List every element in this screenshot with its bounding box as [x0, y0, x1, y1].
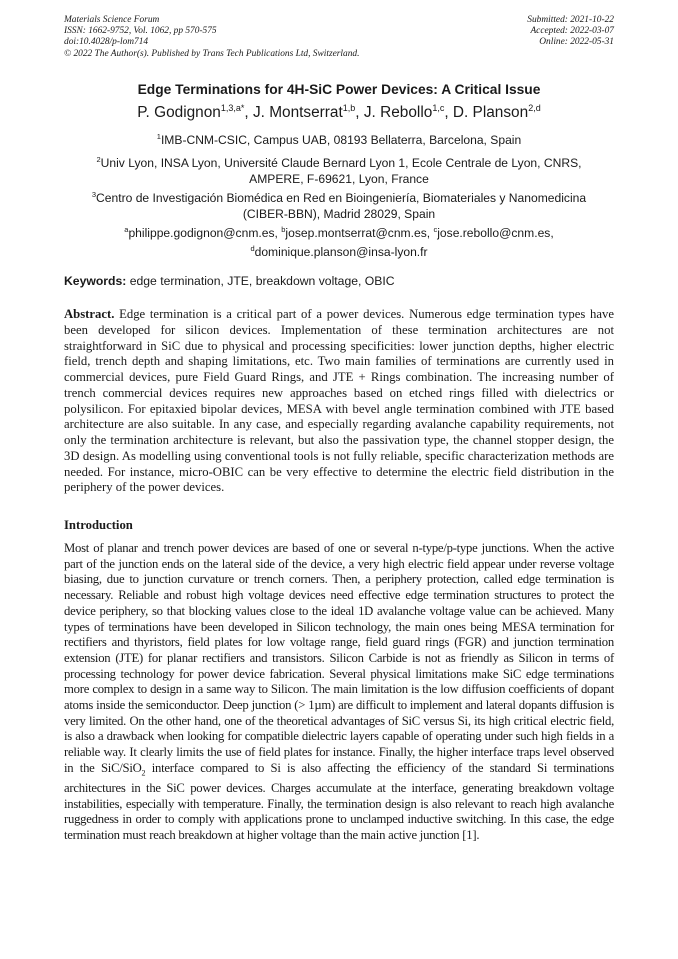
author-separator: , — [355, 104, 364, 121]
abstract-label: Abstract. — [64, 307, 115, 321]
journal-name: Materials Science Forum — [64, 15, 160, 25]
affiliation-text: IMB-CNM-CSIC, Campus UAB, 08193 Bellaterra, Barcelona, Spain — [160, 133, 522, 147]
author-separator: , — [444, 104, 453, 121]
page-header — [64, 15, 614, 60]
subscript-two: 2 — [141, 768, 146, 778]
author-name: J. Rebollo — [363, 104, 433, 121]
abstract-text: Edge termination is a critical part of a power devices. Numerous edge termination types have been developed for silicon devices. Implementation of these termination architectures are not straightforward in SiC due to physical and processing specificities: lower junction depths, higher electric field, trench depth and shaping limitations, etc. Two main families of terminations are currently used in commercial devices, pure Field Guard Rings, and JTE + Rings combination. The increasing number of trench commercial devices requires new approaches based on etched rings filled with dielectrics or polysilicon. For epitaxied bipolar devices, MESA with bevel angle termination combined with JTE based architecture are also suitable. In any case, and especially regarding avalanche capability requirements, not only the termination architecture is relevant, but also the passivation type, the channel stopper design, the 3D design. As modelling using conventional tools is not fully reliable, specific characterization methods are needed. For instance, micro-OBIC can be very effective to determine the electric field distribution in the periphery of the power devices. — [64, 307, 614, 495]
introduction-heading: Introduction — [64, 518, 133, 532]
copyright-line: © 2022 The Author(s). Published by Trans Tech Publications Ltd, Switzerland. — [64, 48, 360, 59]
author-name: P. Godignon — [137, 104, 221, 121]
accepted-date: Accepted: 2022-03-07 — [530, 26, 614, 37]
affiliation-3 — [64, 187, 614, 222]
issn-line: ISSN: 1662-9752, Vol. 1062, pp 570-575 — [64, 26, 217, 37]
author-name: J. Montserrat — [252, 104, 343, 121]
author-separator: , — [244, 104, 253, 121]
publication-info — [64, 15, 359, 60]
introduction-text: Most of planar and trench power devices are based of one or several n-type/p-type junctions. When the active part of the junction ends on the lateral side of the device, a very high electric field appear under reverse voltage biasing, due to junction curvature or trench corners. Then, a periphery protection, called edge termination is necessary. Reliable and robust high voltage devices need effective edge termination structures to protect the device periphery, so that blocking values close to the ideal 1D avalanche voltage value can be achieved. Many types of terminations have been developed in Silicon technology, the main ones being MESA termination for rectifiers and thyristors, field plates for low voltage range, field guard rings (FGR) and junction termination extension (JTE) for planar rectifiers and transistors. Silicon Carbide is not as friendly as Silicon in terms of processing technology for power device fabrication. Several physical limitations make SiC edge terminations more complex to design in a same way to Silicon. The main limitation is the low diffusion coefficients of dopant atoms inside the semiconductor. Deep junction (> 1µm) are difficult to implement and lateral dopants diffusion is very limited. On the other hand, one of the theoretical advantages of SiC versus Si, its high critical electric field, is also a drawback when looking for compatible dielectric layers capable of operating under such high fields in a reliable way. It clearly limits the use of field plates for instance. Finally, the higher interface traps level observed in the SiC/SiO — [64, 541, 614, 775]
keywords-text: edge termination, JTE, breakdown voltage, OBIC — [126, 274, 395, 288]
affiliation-text: Univ Lyon, INSA Lyon, Université Claude Bernard Lyon 1, Ecole Centrale de Lyon, CNRS, — [100, 156, 582, 170]
keywords-line — [64, 274, 614, 288]
affiliation-marker: 1 — [156, 132, 161, 141]
doi-line: doi:10.4028/p-lom714 — [64, 37, 149, 48]
email-address[interactable]: dominique.planson@insa-lyon.fr — [254, 245, 428, 259]
email-marker: d — [250, 244, 255, 253]
affiliation-text: Centro de Investigación Biomédica en Red en Bioingeniería, Biomateriales y Nanomedicina — [96, 191, 587, 205]
paper-title: Edge Terminations for 4H-SiC Power Devices: A Critical Issue — [137, 82, 541, 97]
author-list — [0, 103, 678, 122]
author-superscript: 1,c — [432, 103, 445, 113]
email-marker: b — [281, 225, 286, 234]
affiliation-marker: 2 — [96, 155, 101, 164]
author-superscript: 1,3,a* — [220, 103, 245, 113]
keywords-label: Keywords: — [64, 274, 127, 288]
author-superscript: 1,b — [342, 103, 356, 113]
publication-dates — [527, 15, 614, 60]
affiliation-text-line2: AMPERE, F-69621, Lyon, France — [249, 172, 429, 186]
email-marker: c — [433, 225, 438, 234]
introduction-text-continued: interface compared to Si is also affecting the efficiency of the standard Si terminations architectures in the SiC power devices. Charges accumulate at the interface, generating breakdown voltage instabilities, especially with temperature. Finally, the termination design is also relevant to reach high avalanche ruggedness in order to comply with applications prone to unclamped inductive switching. In this case, the edge termination must reach breakdown at higher voltage than the main active junction [1]. — [64, 760, 614, 843]
submitted-date: Submitted: 2021-10-22 — [527, 15, 614, 25]
abstract-paragraph — [64, 307, 614, 496]
email-marker: a — [124, 225, 129, 234]
online-date: Online: 2022-05-31 — [539, 37, 614, 48]
affiliation-2 — [64, 152, 614, 187]
email-address[interactable]: jose.rebollo@cnm.es, — [437, 226, 554, 240]
author-superscript: 2,d — [528, 103, 541, 113]
author-name: D. Planson — [452, 104, 529, 121]
introduction-paragraph — [64, 541, 614, 844]
affiliation-text-line2: (CIBER-BBN), Madrid 28029, Spain — [242, 207, 436, 221]
email-address[interactable]: philippe.godignon@cnm.es, — [128, 226, 282, 240]
affiliation-1 — [64, 129, 614, 148]
email-address[interactable]: josep.montserrat@cnm.es, — [285, 226, 434, 240]
email-list — [64, 222, 614, 260]
affiliation-marker: 3 — [91, 190, 97, 199]
